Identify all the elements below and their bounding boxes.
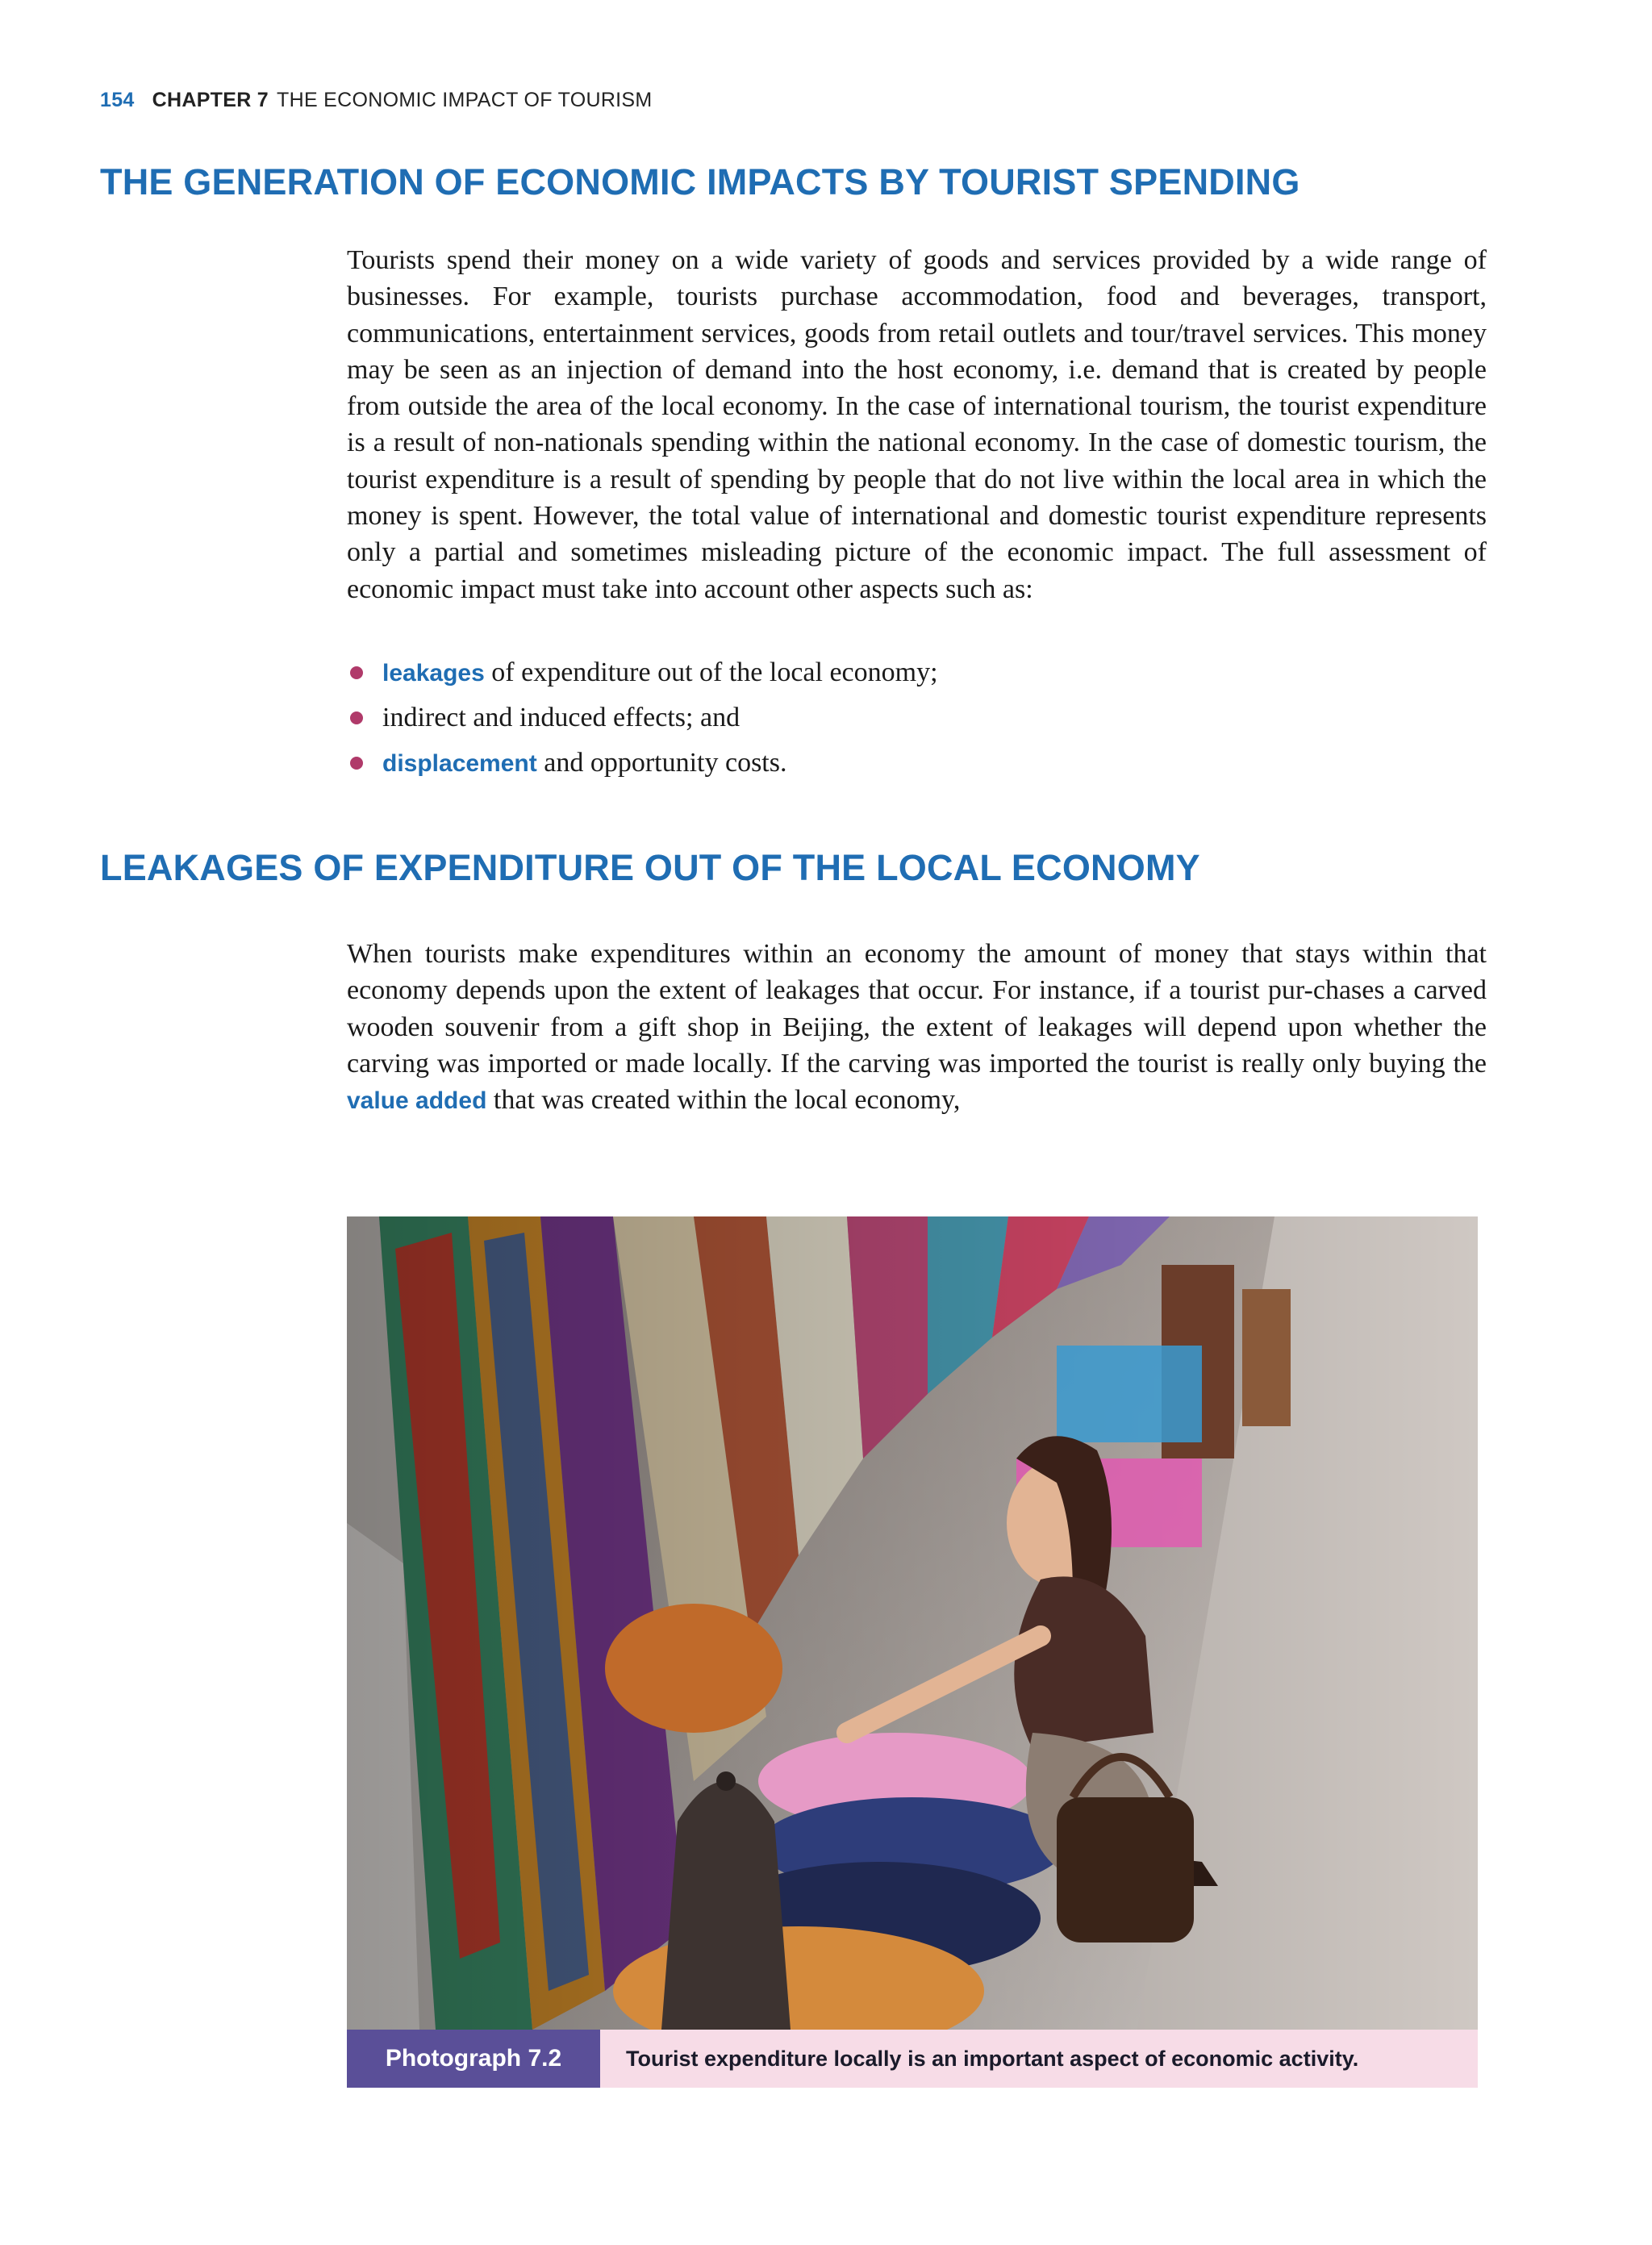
caption-text: Tourist expenditure locally is an important aspect of economic activity. (600, 2030, 1478, 2088)
section1-paragraph: Tourists spend their money on a wide variety of goods and services provided by a wide range of businesses. For example, tourists purchase accommodation, food and beverages, transport, communications, entertainment services, goods from retail outlets and tour/travel services. This money may be seen as an injection of demand into the host economy, i.e. demand that is created by people from outside the area of the local economy. In the case of international tourism, the tourist expenditure is a result of non-nationals spending within the national economy. In the case of domestic tourism, the tourist expenditure is a result of spending by people that do not live within the local area in which the money is spent. However, the total value of international and domestic tourist expenditure represents only a partial and sometimes misleading picture of the economic impact. The full assessment of economic impact must take into account other aspects such as: (347, 245, 1487, 604)
market-photograph (347, 1216, 1478, 2030)
bullet-dot-icon (350, 666, 363, 679)
section2-paragraph (347, 936, 1487, 1119)
keyword-displacement: displacement (382, 750, 537, 777)
page-number: 154 (100, 89, 135, 111)
chapter-label: CHAPTER 7 (152, 89, 269, 111)
section-heading-leakages: LEAKAGES OF EXPENDITURE OUT OF THE LOCAL ECONOMY (100, 847, 1200, 888)
photo-caption (347, 2030, 1478, 2088)
chapter-title: THE ECONOMIC IMPACT OF TOURISM (277, 89, 653, 111)
keyword-value-added: value added (347, 1087, 487, 1115)
paragraph-text-before: When tourists make expenditures within an economy the amount of money that stays within that economy depends upon the extent of leakages that occur. For instance, if a tourist pur-chases a carved wooden souvenir from a gift shop in Beijing, the extent of leakages will depend upon whether the carving was imported or made locally. If the carving was imported the tourist is really only buying the (347, 939, 1487, 1079)
bullet-item-indirect-effects (347, 697, 1487, 742)
bullet-dot-icon (350, 757, 363, 770)
paragraph-text-after: that was created within the local economy, (486, 1085, 961, 1116)
photo-illustration (347, 1216, 1478, 2030)
bullet-item-leakages (347, 652, 1487, 697)
bullet-item-displacement (347, 742, 1487, 787)
running-head (100, 89, 653, 112)
bullet-text: and opportunity costs. (536, 748, 787, 778)
bullet-text: of expenditure out of the local economy; (484, 657, 938, 687)
keyword-leakages: leakages (382, 660, 485, 686)
caption-label: Photograph 7.2 (347, 2030, 600, 2088)
aspects-bullet-list (347, 652, 1487, 787)
section-heading-generation: THE GENERATION OF ECONOMIC IMPACTS BY TOURIST SPENDING (100, 161, 1300, 202)
bullet-text: indirect and induced effects; and (382, 703, 740, 732)
bullet-dot-icon (350, 711, 363, 724)
